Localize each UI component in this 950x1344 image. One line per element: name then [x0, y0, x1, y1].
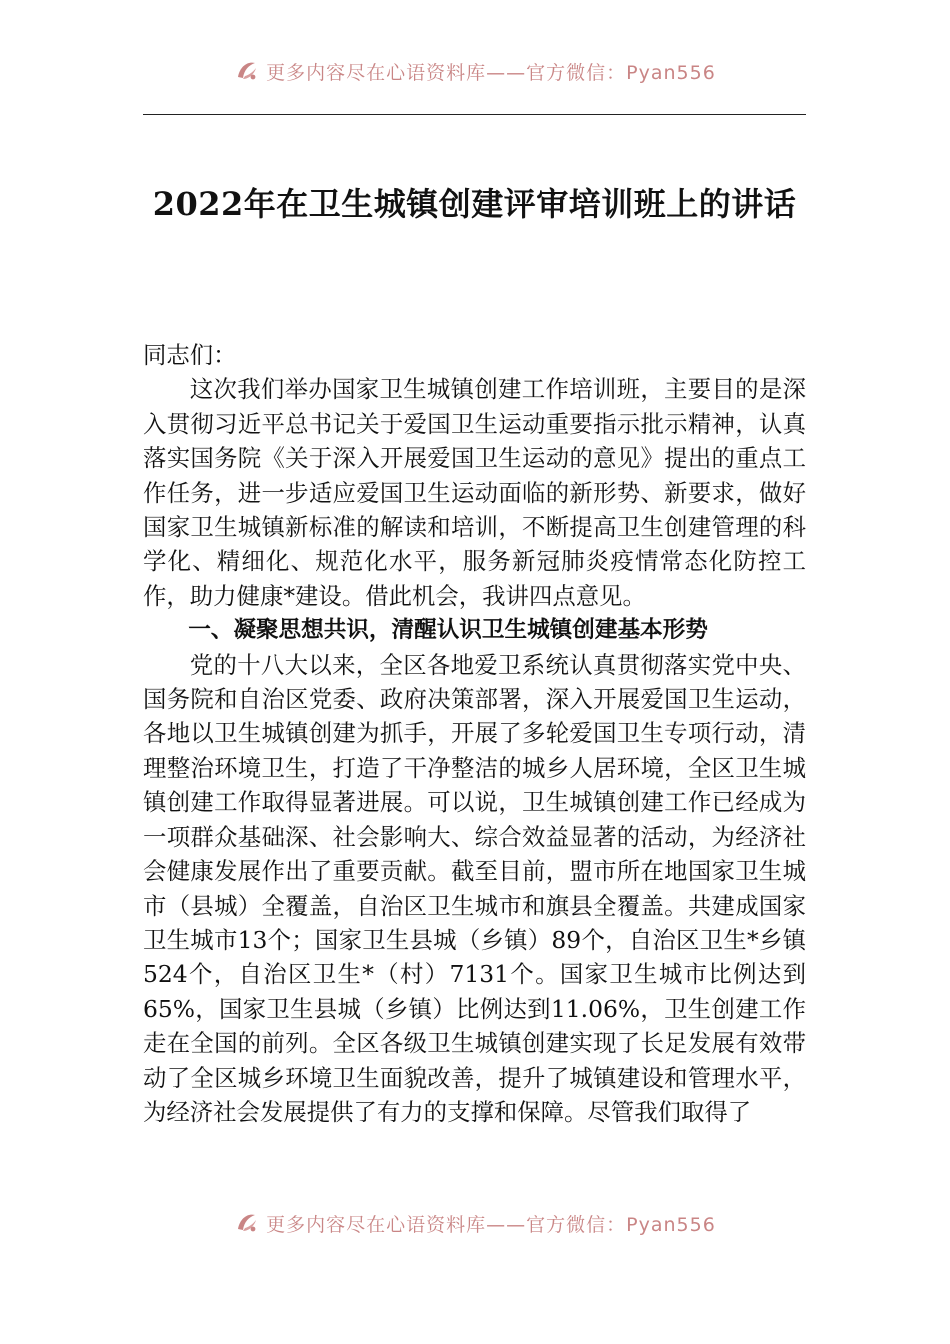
salutation: 同志们：: [143, 341, 237, 369]
watermark-content: [234, 1210, 716, 1237]
body-paragraph: 这次我们举办国家卫生城镇创建工作培训班，主要目的是深入贯彻习近平总书记关于爱国卫生运动重要指示批示精神，认真落实国务院《关于深入开展爱国卫生运动的意见》提出的重点工作任务，进一步适应爱国卫生运动面临的新形势、新要求，做好国家卫生城镇新标准的解读和培训，不断提高卫生创建管理的科学化、精细化、规范化水平，服务新冠肺炎疫情常态化防控工作，助力健康*建设。借此机会，我讲四点意见。: [143, 375, 806, 610]
document-title: 2022年在卫生城镇创建评审培训班上的讲话: [152, 185, 797, 223]
header-watermark: [0, 54, 950, 88]
footer-watermark: [0, 1206, 950, 1240]
brand-logo-icon: [234, 58, 260, 84]
header-rule: [143, 114, 806, 115]
section-heading: 一、凝聚思想共识，清醒认识卫生城镇创建基本形势: [188, 617, 708, 644]
watermark-content: [234, 58, 716, 85]
brand-logo-icon: [234, 1210, 260, 1236]
body-paragraph: 党的十八大以来，全区各地爱卫系统认真贯彻落实党中央、国务院和自治区党委、政府决策部署，深入开展爱国卫生运动，各地以卫生城镇创建为抓手，开展了多轮爱国卫生专项行动，清理整治环境卫生，打造了干净整洁的城乡人居环境，全区卫生城镇创建工作取得显著进展。可以说，卫生城镇创建工作已经成为一项群众基础深、社会影响大、综合效益显著的活动，为经济社会健康发展作出了重要贡献。截至目前，盟市所在地国家卫生城市（县城）全覆盖，自治区卫生城市和旗县全覆盖。共建成国家卫生城市13个；国家卫生县城（乡镇）89个，自治区卫生*乡镇524个，自治区卫生*（村）7131个。国家卫生城市比例达到65%，国家卫生县城（乡镇）比例达到11.06%，卫生创建工作走在全国的前列。全区各级卫生城镇创建实现了长足发展有效带动了全区城乡环境卫生面貌改善，提升了城镇建设和管理水平，为经济社会发展提供了有力的支撑和保障。尽管我们取得了: [143, 650, 806, 1126]
document-body: [143, 338, 806, 1129]
watermark-text: 更多内容尽在心语资料库——官方微信：Pyan556: [266, 61, 716, 84]
watermark-text: 更多内容尽在心语资料库——官方微信：Pyan556: [266, 1213, 716, 1236]
